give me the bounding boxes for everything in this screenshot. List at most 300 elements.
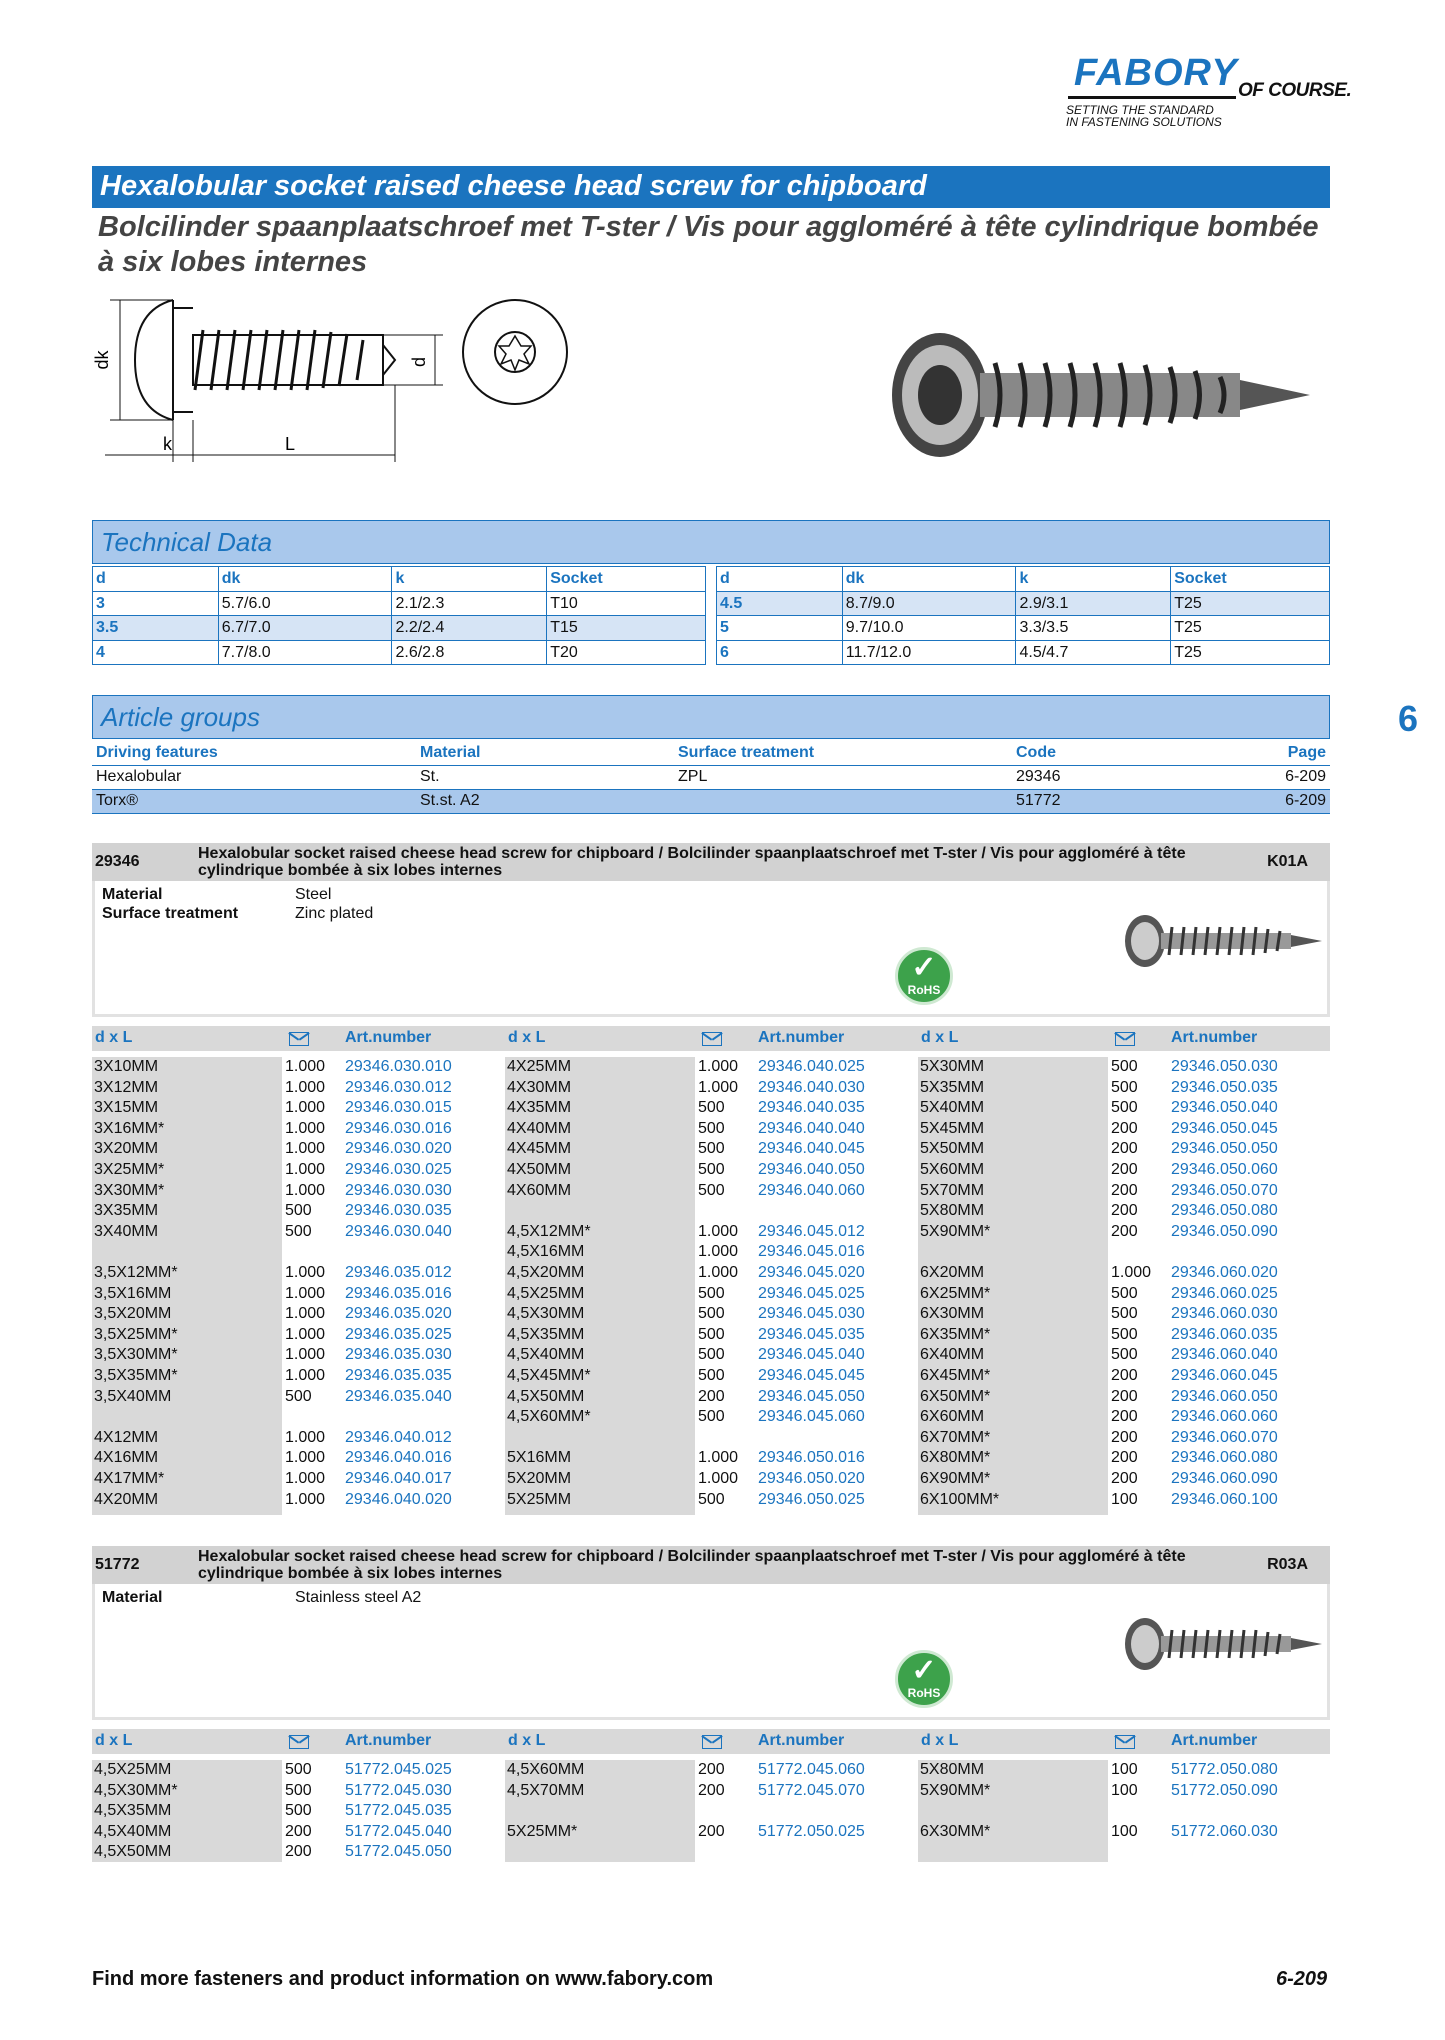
pack-quantity: 200 — [1111, 1367, 1138, 1384]
size-value: 3,5X30MM* — [94, 1346, 178, 1364]
article-number-link[interactable]: 29346.035.020 — [345, 1305, 452, 1323]
envelope-icon — [289, 1735, 309, 1749]
cell-code[interactable]: 29346 — [1012, 765, 1212, 789]
list-item — [92, 1284, 502, 1304]
pack-quantity: 1.000 — [698, 1243, 739, 1261]
pack-quantity: 1.000 — [285, 1305, 326, 1323]
list-item — [918, 1139, 1328, 1159]
pack-quantity: 500 — [1111, 1078, 1138, 1096]
cell-k: 3.3/3.5 — [1016, 616, 1171, 641]
table-header-row — [717, 567, 1330, 592]
cell-material: St.st. A2 — [416, 789, 674, 813]
list-item — [918, 1822, 1328, 1842]
technical-drawing — [92, 290, 585, 470]
pack-quantity: 1.000 — [698, 1470, 739, 1487]
cell-socket: T25 — [1171, 591, 1330, 616]
list-item — [918, 1469, 1328, 1489]
size-value: 4,5X45MM* — [507, 1367, 591, 1384]
cell-dk: 7.7/8.0 — [218, 640, 392, 665]
pack-quantity: 500 — [698, 1490, 725, 1508]
pack-quantity: 200 — [1111, 1428, 1138, 1446]
list-item — [918, 1201, 1328, 1221]
list-item — [505, 1781, 915, 1801]
article-number-link[interactable]: 29346.030.030 — [345, 1181, 452, 1199]
article-number-link[interactable]: 29346.050.040 — [1171, 1099, 1278, 1117]
article-number-link[interactable]: 29346.060.050 — [1171, 1387, 1278, 1405]
article-number-link[interactable]: 29346.040.012 — [345, 1428, 452, 1446]
cell-d: 5 — [717, 616, 843, 641]
list-item — [918, 1428, 1328, 1448]
cell-socket: T25 — [1171, 640, 1330, 665]
product-ref: R03A — [1267, 1556, 1308, 1573]
article-number-link[interactable]: 29346.035.030 — [345, 1346, 452, 1364]
list-item — [92, 1078, 502, 1098]
cell-dk: 6.7/7.0 — [218, 616, 392, 641]
pack-quantity: 1.000 — [285, 1449, 326, 1467]
size-value: 4X12MM — [94, 1428, 159, 1446]
list-item — [505, 1057, 915, 1077]
size-value: 3X15MM — [94, 1099, 159, 1117]
footer-text: Find more fasteners and product information on www.fabory.com — [92, 1968, 714, 1990]
size-value: 4X50MM — [507, 1161, 572, 1178]
article-number-link[interactable]: 29346.040.060 — [758, 1181, 865, 1199]
article-number-link[interactable]: 29346.050.016 — [758, 1449, 865, 1467]
list-item — [505, 1098, 915, 1118]
list-item — [505, 1366, 915, 1386]
list-item — [505, 1284, 915, 1304]
size-value: 6X25MM* — [920, 1284, 991, 1302]
col-header-size: d x L — [508, 1029, 546, 1046]
pack-quantity: 200 — [698, 1822, 725, 1840]
cell-k: 4.5/4.7 — [1016, 640, 1171, 665]
pack-quantity: 200 — [698, 1387, 725, 1405]
size-value: 4,5X50MM — [507, 1387, 585, 1405]
header-d: d — [93, 567, 219, 592]
article-number-link[interactable]: 29346.060.040 — [1171, 1346, 1278, 1364]
pack-quantity: 200 — [1111, 1119, 1138, 1137]
pack-quantity: 500 — [285, 1802, 312, 1820]
article-number-link[interactable]: 29346.040.016 — [345, 1449, 452, 1467]
header-d: d — [717, 567, 843, 592]
pack-quantity: 1.000 — [285, 1284, 326, 1302]
article-number-link[interactable]: 29346.040.020 — [345, 1490, 452, 1508]
label-dk: dk — [92, 350, 112, 370]
article-number-link[interactable]: 29346.035.035 — [345, 1367, 452, 1384]
size-value: 4,5X35MM — [94, 1802, 172, 1820]
article-number-link[interactable]: 51772.045.070 — [758, 1781, 865, 1799]
screw-thumbnail — [1117, 1614, 1327, 1674]
list-item — [92, 1160, 502, 1180]
article-number-link[interactable]: 29346.060.035 — [1171, 1325, 1278, 1343]
size-list-header-51772 — [92, 1729, 1330, 1754]
article-number-link[interactable]: 29346.050.045 — [1171, 1119, 1278, 1137]
prop-key: Surface treatment — [102, 905, 239, 922]
prop-value: Zinc plated — [295, 905, 374, 922]
list-item — [505, 1263, 915, 1283]
list-item — [918, 1304, 1328, 1324]
size-value: 6X90MM* — [920, 1470, 991, 1487]
article-number-link[interactable]: 29346.030.016 — [345, 1119, 452, 1137]
prop-key: Material — [102, 886, 163, 903]
article-number-link[interactable]: 29346.045.050 — [758, 1387, 865, 1405]
pack-quantity: 1.000 — [285, 1470, 326, 1487]
article-number-link[interactable]: 29346.060.080 — [1171, 1449, 1278, 1467]
table-header-row — [92, 741, 1330, 765]
pack-quantity: 500 — [698, 1099, 725, 1117]
header-dk-text: dk — [221, 570, 241, 588]
cell-k: 2.6/2.8 — [392, 640, 547, 665]
article-number-link[interactable]: 29346.030.015 — [345, 1099, 452, 1117]
page-title: Hexalobular socket raised cheese head screw for chipboard — [92, 166, 1330, 208]
article-number-link[interactable]: 29346.030.035 — [345, 1202, 452, 1220]
article-number-link[interactable]: 29346.035.012 — [345, 1264, 452, 1281]
list-item — [505, 1078, 915, 1098]
cell-driving-feature: Hexalobular — [92, 765, 416, 789]
pack-quantity: 500 — [698, 1119, 725, 1137]
article-number-link[interactable]: 29346.050.090 — [1171, 1222, 1278, 1240]
rohs-badge — [895, 1650, 953, 1708]
article-number-link[interactable]: 29346.060.030 — [1171, 1305, 1278, 1323]
size-value: 4,5X12MM* — [507, 1222, 591, 1240]
list-item — [505, 1304, 915, 1324]
list-item — [918, 1263, 1328, 1283]
list-item — [918, 1387, 1328, 1407]
header-driving-features: Driving features — [92, 741, 416, 765]
table-header-row — [93, 567, 706, 592]
list-item — [505, 1387, 915, 1407]
pack-quantity: 1.000 — [285, 1264, 326, 1281]
article-number-link[interactable]: 29346.050.060 — [1171, 1161, 1278, 1178]
list-item — [918, 1345, 1328, 1365]
header-material: Material — [416, 741, 674, 765]
pack-quantity: 100 — [1111, 1781, 1138, 1799]
article-number-link[interactable]: 29346.040.030 — [758, 1078, 865, 1096]
pack-quantity: 1.000 — [698, 1264, 739, 1281]
article-number-link[interactable]: 51772.045.030 — [345, 1781, 452, 1799]
size-value: 3X40MM — [94, 1222, 159, 1240]
product-code: 51772 — [95, 1556, 140, 1573]
pack-quantity: 200 — [285, 1822, 312, 1840]
size-value: 6X35MM* — [920, 1325, 991, 1343]
pack-quantity: 200 — [1111, 1408, 1138, 1426]
pack-quantity: 1.000 — [285, 1367, 326, 1384]
cell-d: 4.5 — [717, 591, 843, 616]
size-value: 4X60MM — [507, 1181, 572, 1199]
list-item — [92, 1345, 502, 1365]
article-number-link[interactable]: 29346.030.040 — [345, 1222, 452, 1240]
article-number-link[interactable]: 29346.040.045 — [758, 1140, 865, 1158]
size-value: 4X45MM — [507, 1140, 572, 1158]
list-item — [918, 1760, 1328, 1780]
product-info-51772 — [92, 1584, 1330, 1720]
article-number-link[interactable]: 29346.030.012 — [345, 1078, 452, 1096]
logo-underline — [1068, 96, 1236, 99]
size-value: 3,5X20MM — [94, 1305, 172, 1323]
article-number-link[interactable]: 29346.035.016 — [345, 1284, 452, 1302]
article-number-link[interactable]: 51772.050.025 — [758, 1822, 865, 1840]
size-value: 5X20MM — [507, 1470, 572, 1487]
list-item — [918, 1284, 1328, 1304]
envelope-icon — [1115, 1735, 1135, 1749]
pack-quantity: 500 — [285, 1761, 312, 1778]
pack-quantity: 500 — [285, 1387, 312, 1405]
list-item — [505, 1490, 915, 1510]
pack-quantity: 200 — [1111, 1222, 1138, 1240]
checkmark-icon: ✓ — [911, 1654, 937, 1687]
list-item — [92, 1366, 502, 1386]
article-number-link[interactable]: 29346.035.040 — [345, 1387, 452, 1405]
size-value: 4X35MM — [507, 1099, 572, 1117]
pack-quantity: 500 — [698, 1346, 725, 1364]
article-number-link[interactable]: 29346.040.017 — [345, 1470, 452, 1487]
size-list-header-29346 — [92, 1026, 1330, 1051]
list-item — [92, 1098, 502, 1118]
pack-quantity: 1.000 — [1111, 1264, 1152, 1281]
cell-material: St. — [416, 765, 674, 789]
size-value: 5X60MM — [920, 1161, 985, 1178]
list-item — [92, 1325, 502, 1345]
list-item — [918, 1078, 1328, 1098]
cell-page[interactable]: 6-209 — [1212, 765, 1330, 789]
size-value: 5X25MM* — [507, 1822, 578, 1840]
size-value: 5X45MM — [920, 1119, 985, 1137]
pack-quantity: 500 — [698, 1140, 725, 1158]
list-item — [918, 1325, 1328, 1345]
cell-d: 3.5 — [93, 616, 219, 641]
pack-quantity: 200 — [698, 1781, 725, 1799]
size-value: 6X45MM* — [920, 1367, 991, 1384]
pack-quantity: 500 — [698, 1305, 725, 1323]
page-subtitle: Bolcilinder spaanplaatschroef met T-ster / Vis pour aggloméré à tête cylindrique bombée à six lobes internes — [98, 211, 1319, 278]
article-number-link[interactable]: 29346.050.020 — [758, 1470, 865, 1487]
article-number-link[interactable]: 29346.050.035 — [1171, 1078, 1278, 1096]
article-number-link[interactable]: 29346.050.030 — [1171, 1058, 1278, 1075]
size-value: 5X30MM — [920, 1058, 985, 1075]
size-value: 4,5X60MM — [507, 1761, 585, 1778]
pack-quantity: 1.000 — [285, 1140, 326, 1158]
article-number-link[interactable]: 29346.060.060 — [1171, 1408, 1278, 1426]
list-item — [505, 1448, 915, 1468]
article-number-link[interactable]: 29346.060.045 — [1171, 1367, 1278, 1384]
product-description: Hexalobular socket raised cheese head screw for chipboard / Bolcilinder spaanplaatschroef met T-ster / Vis pour aggloméré à tête cylindrique bombée à six lobes internes — [198, 1548, 1186, 1582]
table-row — [93, 640, 706, 665]
size-value: 6X50MM* — [920, 1387, 991, 1405]
list-item — [92, 1842, 502, 1862]
article-number-link[interactable]: 51772.045.040 — [345, 1822, 452, 1840]
col-header-art: Art.number — [345, 1732, 432, 1749]
article-number-link[interactable]: 29346.035.025 — [345, 1325, 452, 1343]
pack-quantity: 500 — [698, 1161, 725, 1178]
list-item — [505, 1325, 915, 1345]
pack-quantity: 500 — [1111, 1325, 1138, 1343]
product-description: Hexalobular socket raised cheese head screw for chipboard / Bolcilinder spaanplaatschroef met T-ster / Vis pour aggloméré à tête cylindrique bombée à six lobes internes — [198, 845, 1186, 879]
article-number-link[interactable]: 51772.045.035 — [345, 1802, 452, 1820]
list-item — [92, 1304, 502, 1324]
list-item — [918, 1181, 1328, 1201]
size-value: 3,5X35MM* — [94, 1367, 178, 1384]
article-number-link[interactable]: 29346.060.070 — [1171, 1428, 1278, 1446]
logo-brand: FABORY — [1074, 52, 1238, 94]
logo-tagline-line-1: SETTING THE STANDARD — [1066, 103, 1214, 117]
list-item — [92, 1119, 502, 1139]
size-value: 4X25MM — [507, 1058, 572, 1075]
article-number-link[interactable]: 29346.050.080 — [1171, 1202, 1278, 1220]
size-value: 6X70MM* — [920, 1428, 991, 1446]
article-number-link[interactable]: 29346.045.025 — [758, 1284, 865, 1302]
logo-slogan: OF COURSE. — [1238, 80, 1352, 101]
article-number-link[interactable]: 29346.050.070 — [1171, 1181, 1278, 1199]
size-value: 4,5X30MM* — [94, 1781, 178, 1799]
pack-quantity: 1.000 — [285, 1119, 326, 1137]
cell-d: 4 — [93, 640, 219, 665]
article-number-link[interactable]: 29346.030.010 — [345, 1058, 452, 1075]
cell-surface: ZPL — [674, 765, 1012, 789]
pack-quantity: 200 — [698, 1761, 725, 1778]
header-k: k — [1016, 567, 1171, 592]
col-header-size: d x L — [95, 1732, 133, 1749]
list-item — [505, 1345, 915, 1365]
product-header-51772 — [92, 1546, 1330, 1584]
size-value: 4,5X40MM — [94, 1822, 172, 1840]
list-item — [92, 1469, 502, 1489]
col-header-size: d x L — [95, 1029, 133, 1046]
envelope-icon — [702, 1032, 722, 1046]
list-item — [918, 1490, 1328, 1510]
list-item — [92, 1263, 502, 1283]
article-number-link[interactable]: 29346.045.045 — [758, 1367, 865, 1384]
pack-quantity: 500 — [1111, 1346, 1138, 1364]
size-value: 4,5X25MM — [507, 1284, 585, 1302]
article-number-link[interactable]: 29346.045.012 — [758, 1222, 865, 1240]
product-info-29346 — [92, 881, 1330, 1017]
article-number-link[interactable]: 29346.045.060 — [758, 1408, 865, 1426]
product-code: 29346 — [95, 853, 140, 870]
list-item — [918, 1781, 1328, 1801]
article-number-link[interactable]: 29346.040.035 — [758, 1099, 865, 1117]
article-number-link[interactable]: 29346.030.025 — [345, 1161, 452, 1178]
article-number-link[interactable]: 51772.045.050 — [345, 1843, 452, 1861]
col-header-size: d x L — [921, 1029, 959, 1046]
article-number-link[interactable]: 29346.030.020 — [345, 1140, 452, 1158]
list-item — [92, 1222, 502, 1242]
size-value: 3,5X40MM — [94, 1387, 172, 1405]
table-row — [717, 616, 1330, 641]
list-item — [505, 1469, 915, 1489]
article-number-link[interactable]: 29346.045.020 — [758, 1264, 865, 1281]
table-row — [93, 591, 706, 616]
article-number-link[interactable]: 29346.045.035 — [758, 1325, 865, 1343]
logo-tagline — [1066, 104, 1222, 128]
pack-quantity: 500 — [698, 1181, 725, 1199]
technical-data-table-left — [92, 566, 706, 665]
article-number-link[interactable]: 29346.060.100 — [1171, 1490, 1278, 1508]
size-value: 5X70MM — [920, 1181, 985, 1199]
size-value: 3X20MM — [94, 1140, 159, 1158]
list-item — [505, 1407, 915, 1427]
pack-quantity: 1.000 — [698, 1078, 739, 1096]
envelope-icon — [1115, 1032, 1135, 1046]
list-item — [918, 1098, 1328, 1118]
pack-quantity: 200 — [1111, 1202, 1138, 1220]
cell-socket: T25 — [1171, 616, 1330, 641]
size-value: 4,5X40MM — [507, 1346, 585, 1364]
list-item — [92, 1201, 502, 1221]
article-number-link[interactable]: 29346.045.040 — [758, 1346, 865, 1364]
article-number-link[interactable]: 29346.040.050 — [758, 1161, 865, 1178]
size-value: 4X17MM* — [94, 1470, 165, 1487]
list-item — [92, 1057, 502, 1077]
col-header-size: d x L — [508, 1732, 546, 1749]
label-L: L — [285, 434, 296, 454]
label-d: d — [409, 356, 429, 368]
page-number: 6-209 — [1276, 1968, 1328, 1990]
size-value: 4,5X50MM — [94, 1843, 172, 1861]
pack-quantity: 500 — [698, 1284, 725, 1302]
article-number-link[interactable]: 29346.060.020 — [1171, 1264, 1278, 1281]
size-value: 5X80MM — [920, 1761, 985, 1778]
list-item — [92, 1181, 502, 1201]
cell-d: 6 — [717, 640, 843, 665]
pack-quantity: 1.000 — [698, 1449, 739, 1467]
size-value: 3X16MM* — [94, 1119, 165, 1137]
article-number-link[interactable]: 29346.045.030 — [758, 1305, 865, 1323]
list-item — [918, 1407, 1328, 1427]
cell-page[interactable]: 6-209 — [1212, 789, 1330, 813]
table-row — [92, 789, 1330, 813]
pack-quantity: 1.000 — [285, 1346, 326, 1364]
list-item — [92, 1490, 502, 1510]
article-groups-table — [92, 741, 1330, 814]
product-header-29346 — [92, 843, 1330, 881]
size-value: 4,5X35MM — [507, 1325, 585, 1343]
pack-quantity: 500 — [1111, 1058, 1138, 1075]
article-number-link[interactable]: 51772.050.080 — [1171, 1761, 1278, 1778]
pack-quantity: 100 — [1111, 1490, 1138, 1508]
header-socket: Socket — [547, 567, 706, 592]
pack-quantity: 500 — [698, 1325, 725, 1343]
article-number-link[interactable]: 29346.050.025 — [758, 1490, 865, 1508]
size-value: 6X60MM — [920, 1408, 985, 1426]
article-number-link[interactable]: 29346.050.050 — [1171, 1140, 1278, 1158]
article-number-link[interactable]: 29346.060.025 — [1171, 1284, 1278, 1302]
cell-k: 2.1/2.3 — [392, 591, 547, 616]
size-value: 6X20MM — [920, 1264, 985, 1281]
cell-code[interactable]: 51772 — [1012, 789, 1212, 813]
cell-socket: T10 — [547, 591, 706, 616]
article-number-link[interactable]: 51772.045.060 — [758, 1761, 865, 1778]
size-value: 4X40MM — [507, 1119, 572, 1137]
article-number-link[interactable]: 29346.040.025 — [758, 1058, 865, 1075]
article-number-link[interactable]: 51772.060.030 — [1171, 1822, 1278, 1840]
header-page: Page — [1212, 741, 1330, 765]
list-item — [918, 1160, 1328, 1180]
size-value: 5X90MM* — [920, 1781, 991, 1799]
cell-socket: T15 — [547, 616, 706, 641]
size-value: 5X25MM — [507, 1490, 572, 1508]
pack-quantity: 200 — [1111, 1470, 1138, 1487]
article-number-link[interactable]: 51772.050.090 — [1171, 1781, 1278, 1799]
table-row — [92, 765, 1330, 789]
col-header-art: Art.number — [758, 1029, 845, 1046]
fabory-logo — [1062, 52, 1352, 132]
size-value: 3X12MM — [94, 1078, 159, 1096]
article-number-link[interactable]: 51772.045.025 — [345, 1761, 452, 1778]
chapter-number: 6 — [1398, 698, 1419, 739]
article-number-link[interactable]: 29346.045.016 — [758, 1243, 865, 1261]
article-number-link[interactable]: 29346.060.090 — [1171, 1470, 1278, 1487]
article-number-link[interactable]: 29346.040.040 — [758, 1119, 865, 1137]
pack-quantity: 1.000 — [285, 1181, 326, 1199]
